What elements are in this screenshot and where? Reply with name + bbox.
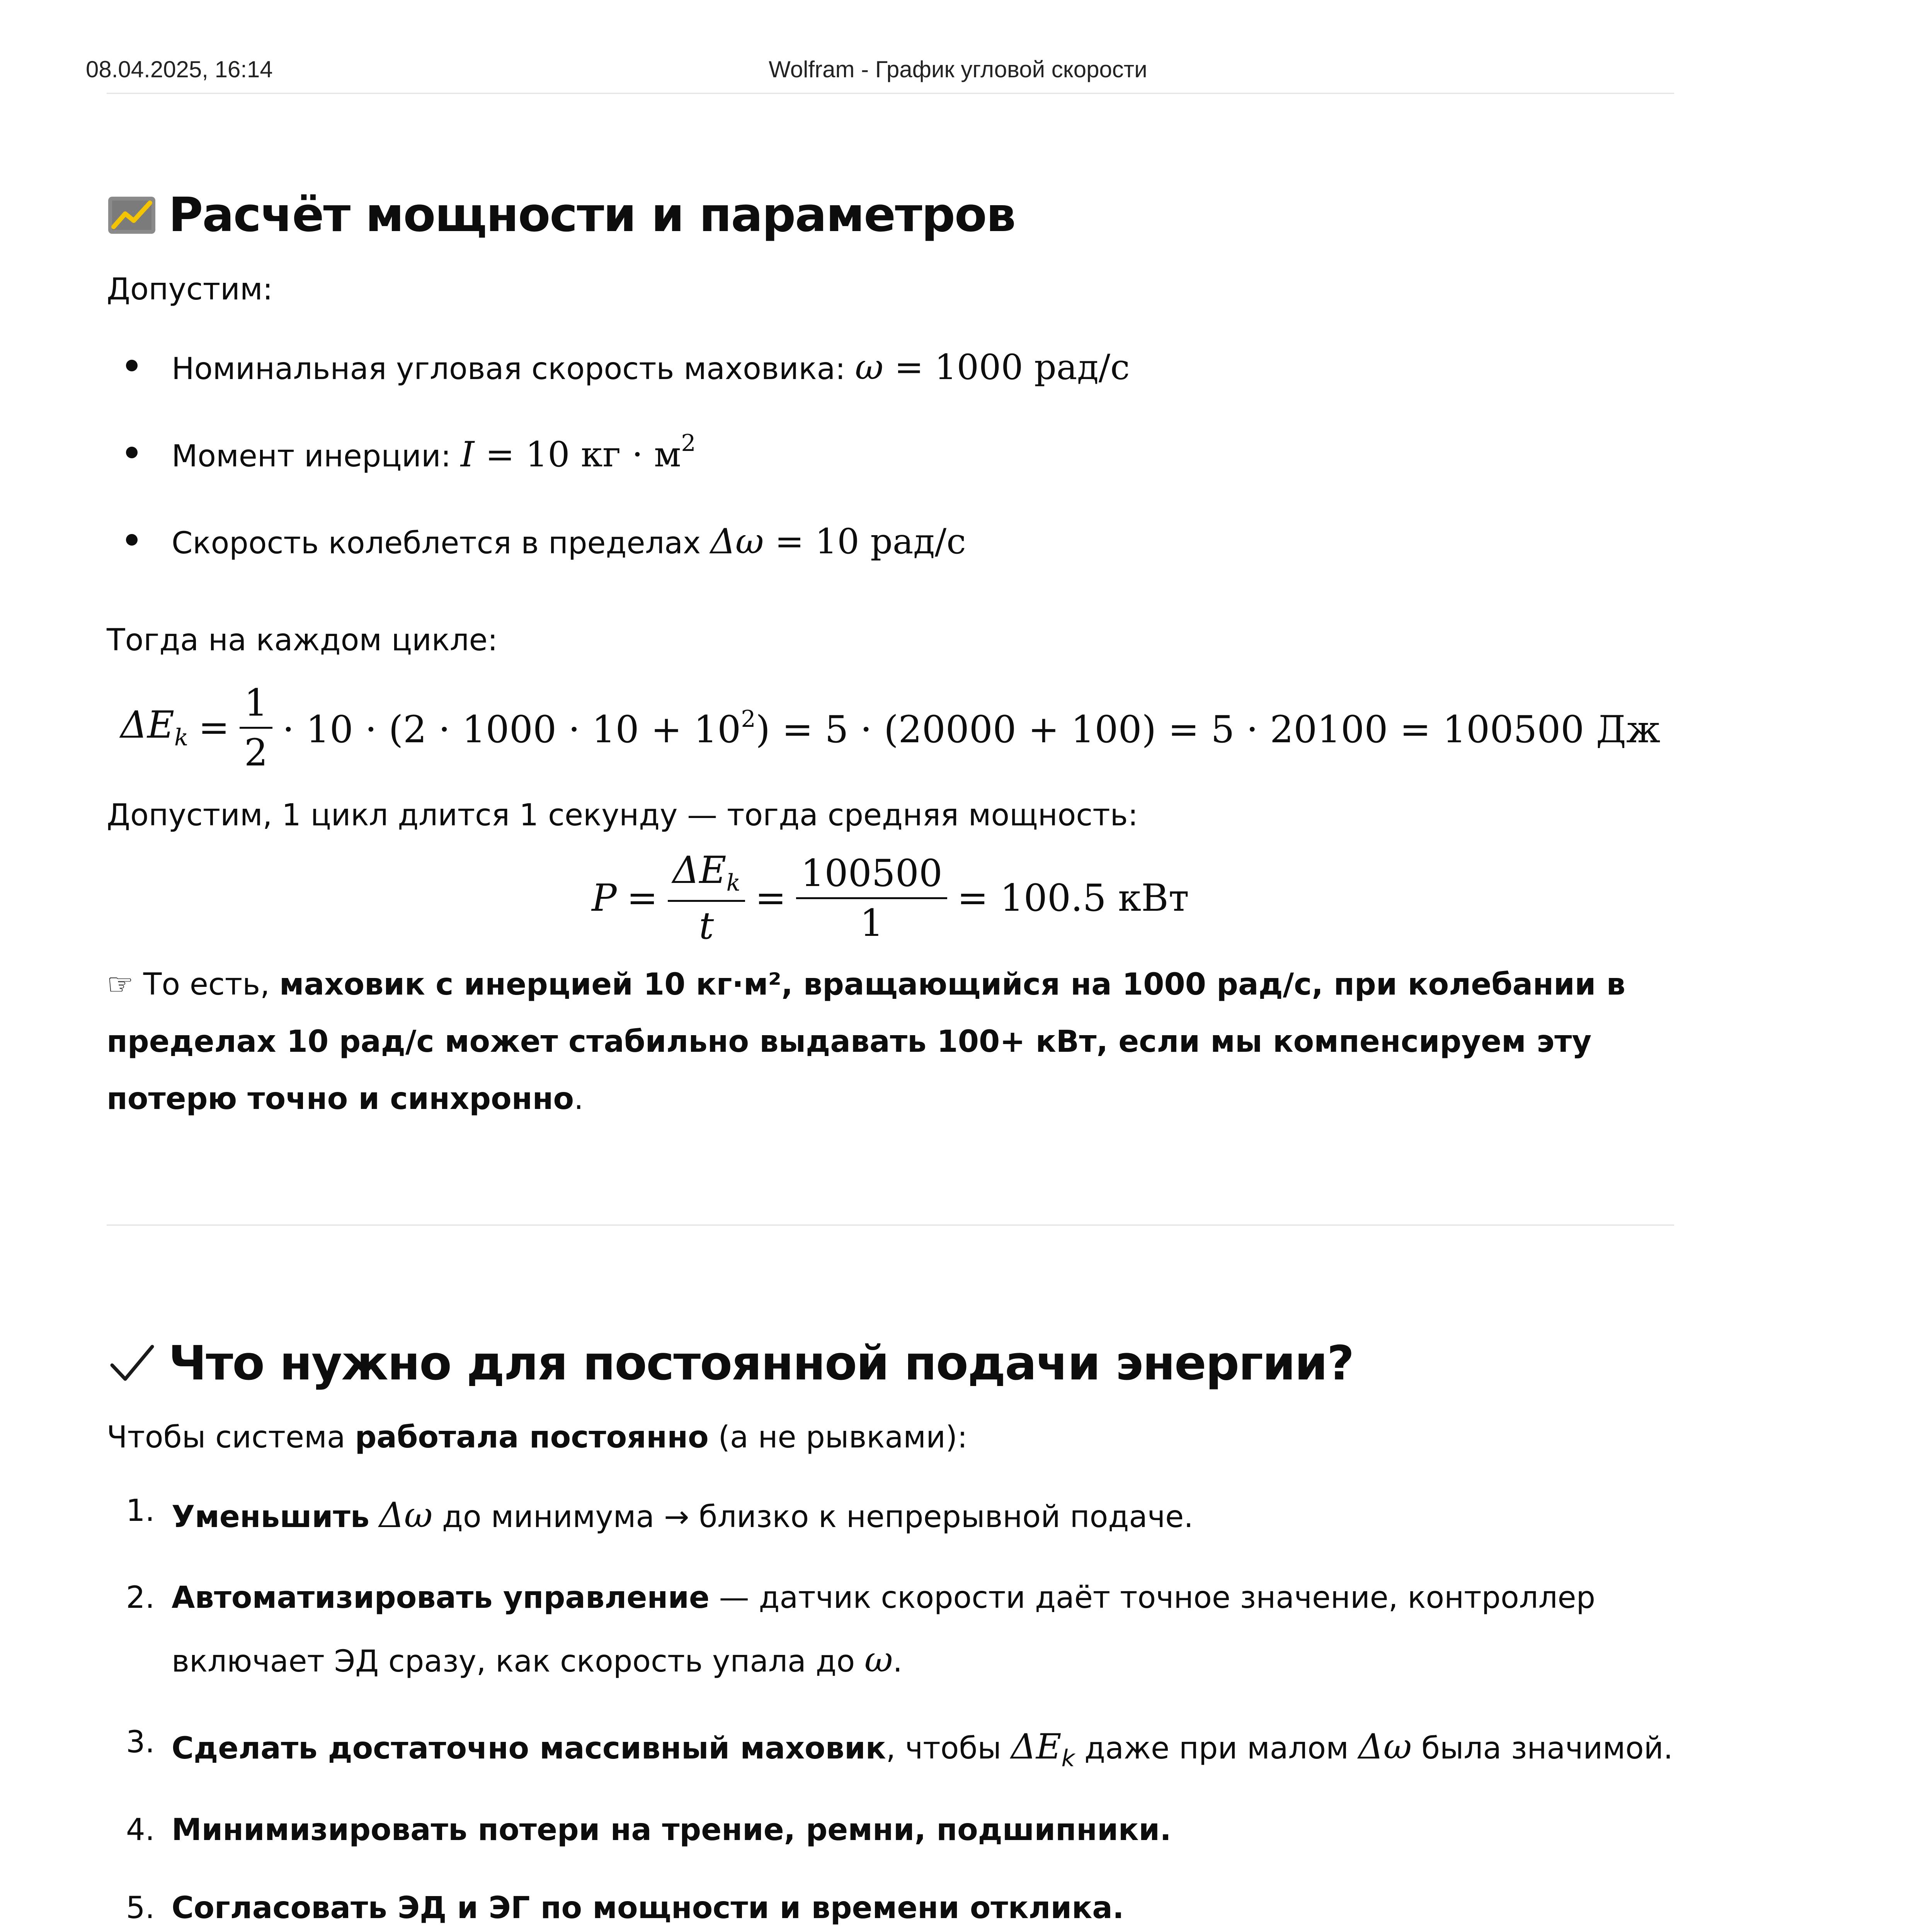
list-item xyxy=(107,509,1674,575)
note-emphasis: маховик с инерцией 10 кг·м², вращающийся на 1000 рад/с, при колебании в пределах 10 рад/с может стабильно выдавать 100+ кВт, если мы компенсируем эту потерю точно и синхронно xyxy=(107,967,1626,1117)
item-text: даже при малом xyxy=(1075,1731,1358,1766)
list-item xyxy=(107,1801,1674,1859)
eq-equals: = xyxy=(198,706,230,750)
eq-result: = 100.5 кВт xyxy=(957,876,1189,920)
math-variable: ω xyxy=(864,1639,893,1680)
fraction-numerator: 1 xyxy=(240,684,272,729)
item-text: , чтобы xyxy=(886,1731,1011,1766)
paragraph-requirements-intro xyxy=(107,1409,1674,1466)
list-number: 1. xyxy=(126,1493,155,1529)
section-heading-power-calc xyxy=(107,185,1674,245)
intro-text: Чтобы система xyxy=(107,1420,355,1455)
list-item xyxy=(107,421,1674,488)
list-item-text: Номинальная угловая скорость маховика: xyxy=(172,351,855,386)
eq-lhs: P xyxy=(592,876,617,920)
item-text: была значимой. xyxy=(1412,1731,1673,1766)
list-item xyxy=(107,1714,1674,1781)
item-emphasis: Автоматизировать управление xyxy=(172,1580,710,1616)
eq-superscript: 2 xyxy=(741,705,756,733)
section-title: Расчёт мощности и параметров xyxy=(168,187,1015,242)
list-number: 4. xyxy=(126,1812,155,1847)
math-variable: Δω xyxy=(379,1495,433,1536)
print-header-title: Wolfram - График угловой скорости xyxy=(769,56,1147,82)
paragraph-assume: Допустим, 1 цикл длится 1 секунду — тогда средняя мощность: xyxy=(107,798,1138,833)
math-expression: = 1000 рад/с xyxy=(883,347,1130,388)
eq-fraction-energy-time xyxy=(668,849,745,948)
item-emphasis: Минимизировать потери на трение, ремни, подшипники. xyxy=(172,1812,1171,1847)
eq-lhs-symbol: ΔE xyxy=(120,703,175,747)
chart-increasing-icon xyxy=(107,190,157,240)
eq-subscript: k xyxy=(726,869,740,897)
paragraph-conclusion-note xyxy=(107,956,1674,1128)
fraction-denominator: 2 xyxy=(244,731,268,774)
fraction-numerator: 100500 xyxy=(796,855,947,899)
eq-rhs xyxy=(282,705,1661,751)
list-item xyxy=(107,1879,1674,1932)
check-mark-icon xyxy=(107,1338,157,1388)
note-suffix: . xyxy=(574,1082,584,1117)
eq-rhs-part: · 10 · (2 · 1000 · 10 + 10 xyxy=(282,707,741,751)
eq-subscript: k xyxy=(174,724,189,751)
section-title: Что нужно для постоянной подачи энергии? xyxy=(168,1335,1354,1391)
math-subscript: k xyxy=(1061,1745,1075,1772)
math-variable: ω xyxy=(855,347,883,388)
article-body xyxy=(107,185,1674,1932)
item-emphasis: Согласовать ЭД и ЭГ по мощности и времени отклика. xyxy=(172,1890,1124,1925)
print-header-datetime: 08.04.2025, 16:14 xyxy=(86,56,273,82)
eq-fraction-half xyxy=(240,681,272,774)
item-text: — датчик скорости даёт точное значение, контроллер включает ЭД сразу, как скорость упала до xyxy=(172,1580,1596,1679)
note-prefix: ☞ То есть, xyxy=(107,967,279,1002)
math-superscript: 2 xyxy=(681,429,696,457)
item-emphasis: Уменьшить xyxy=(172,1500,370,1535)
math-variable: Δω xyxy=(710,521,764,562)
math-variable: I xyxy=(460,434,475,475)
paragraph-intro: Допустим: xyxy=(107,272,273,307)
math-variable: ΔE xyxy=(1011,1726,1062,1767)
list-item xyxy=(107,334,1674,400)
intro-text: (а не рывками): xyxy=(708,1420,968,1455)
equation-energy xyxy=(107,681,1674,774)
list-item xyxy=(107,1569,1674,1692)
fraction-numerator-symbol: ΔE xyxy=(672,849,727,892)
requirements-list xyxy=(107,1482,1674,1932)
eq-rhs-part: ) = 5 · (20000 + 100) = 5 · 20100 = 100500 Дж xyxy=(756,707,1661,751)
math-variable: Δω xyxy=(1358,1726,1412,1767)
list-number: 5. xyxy=(126,1890,155,1925)
list-number: 3. xyxy=(126,1725,155,1760)
math-expression: = 10 кг · м xyxy=(474,434,681,475)
parameters-list xyxy=(107,334,1674,575)
eq-fraction-values xyxy=(796,851,947,945)
item-emphasis: Сделать достаточно массивный маховик xyxy=(172,1731,886,1766)
paragraph-then: Тогда на каждом цикле: xyxy=(107,622,498,658)
header-divider xyxy=(107,93,1674,94)
fraction-denominator: t xyxy=(699,904,714,948)
eq-equals: = xyxy=(626,876,658,920)
item-text: до минимума → близко к непрерывной подаче. xyxy=(432,1500,1193,1535)
intro-emphasis: работала постоянно xyxy=(355,1420,709,1455)
math-expression: = 10 рад/с xyxy=(764,521,966,562)
eq-equals: = xyxy=(755,876,786,920)
equation-power xyxy=(107,849,1674,948)
list-number: 2. xyxy=(126,1580,155,1616)
fraction-denominator: 1 xyxy=(860,901,884,945)
list-item-text: Скорость колеблется в пределах xyxy=(172,526,711,561)
list-item xyxy=(107,1482,1674,1548)
section-heading-requirements xyxy=(107,1334,1674,1393)
item-text: . xyxy=(893,1644,903,1679)
eq-lhs xyxy=(120,703,189,751)
list-item-text: Момент инерции: xyxy=(172,439,461,474)
fraction-numerator xyxy=(668,849,745,902)
